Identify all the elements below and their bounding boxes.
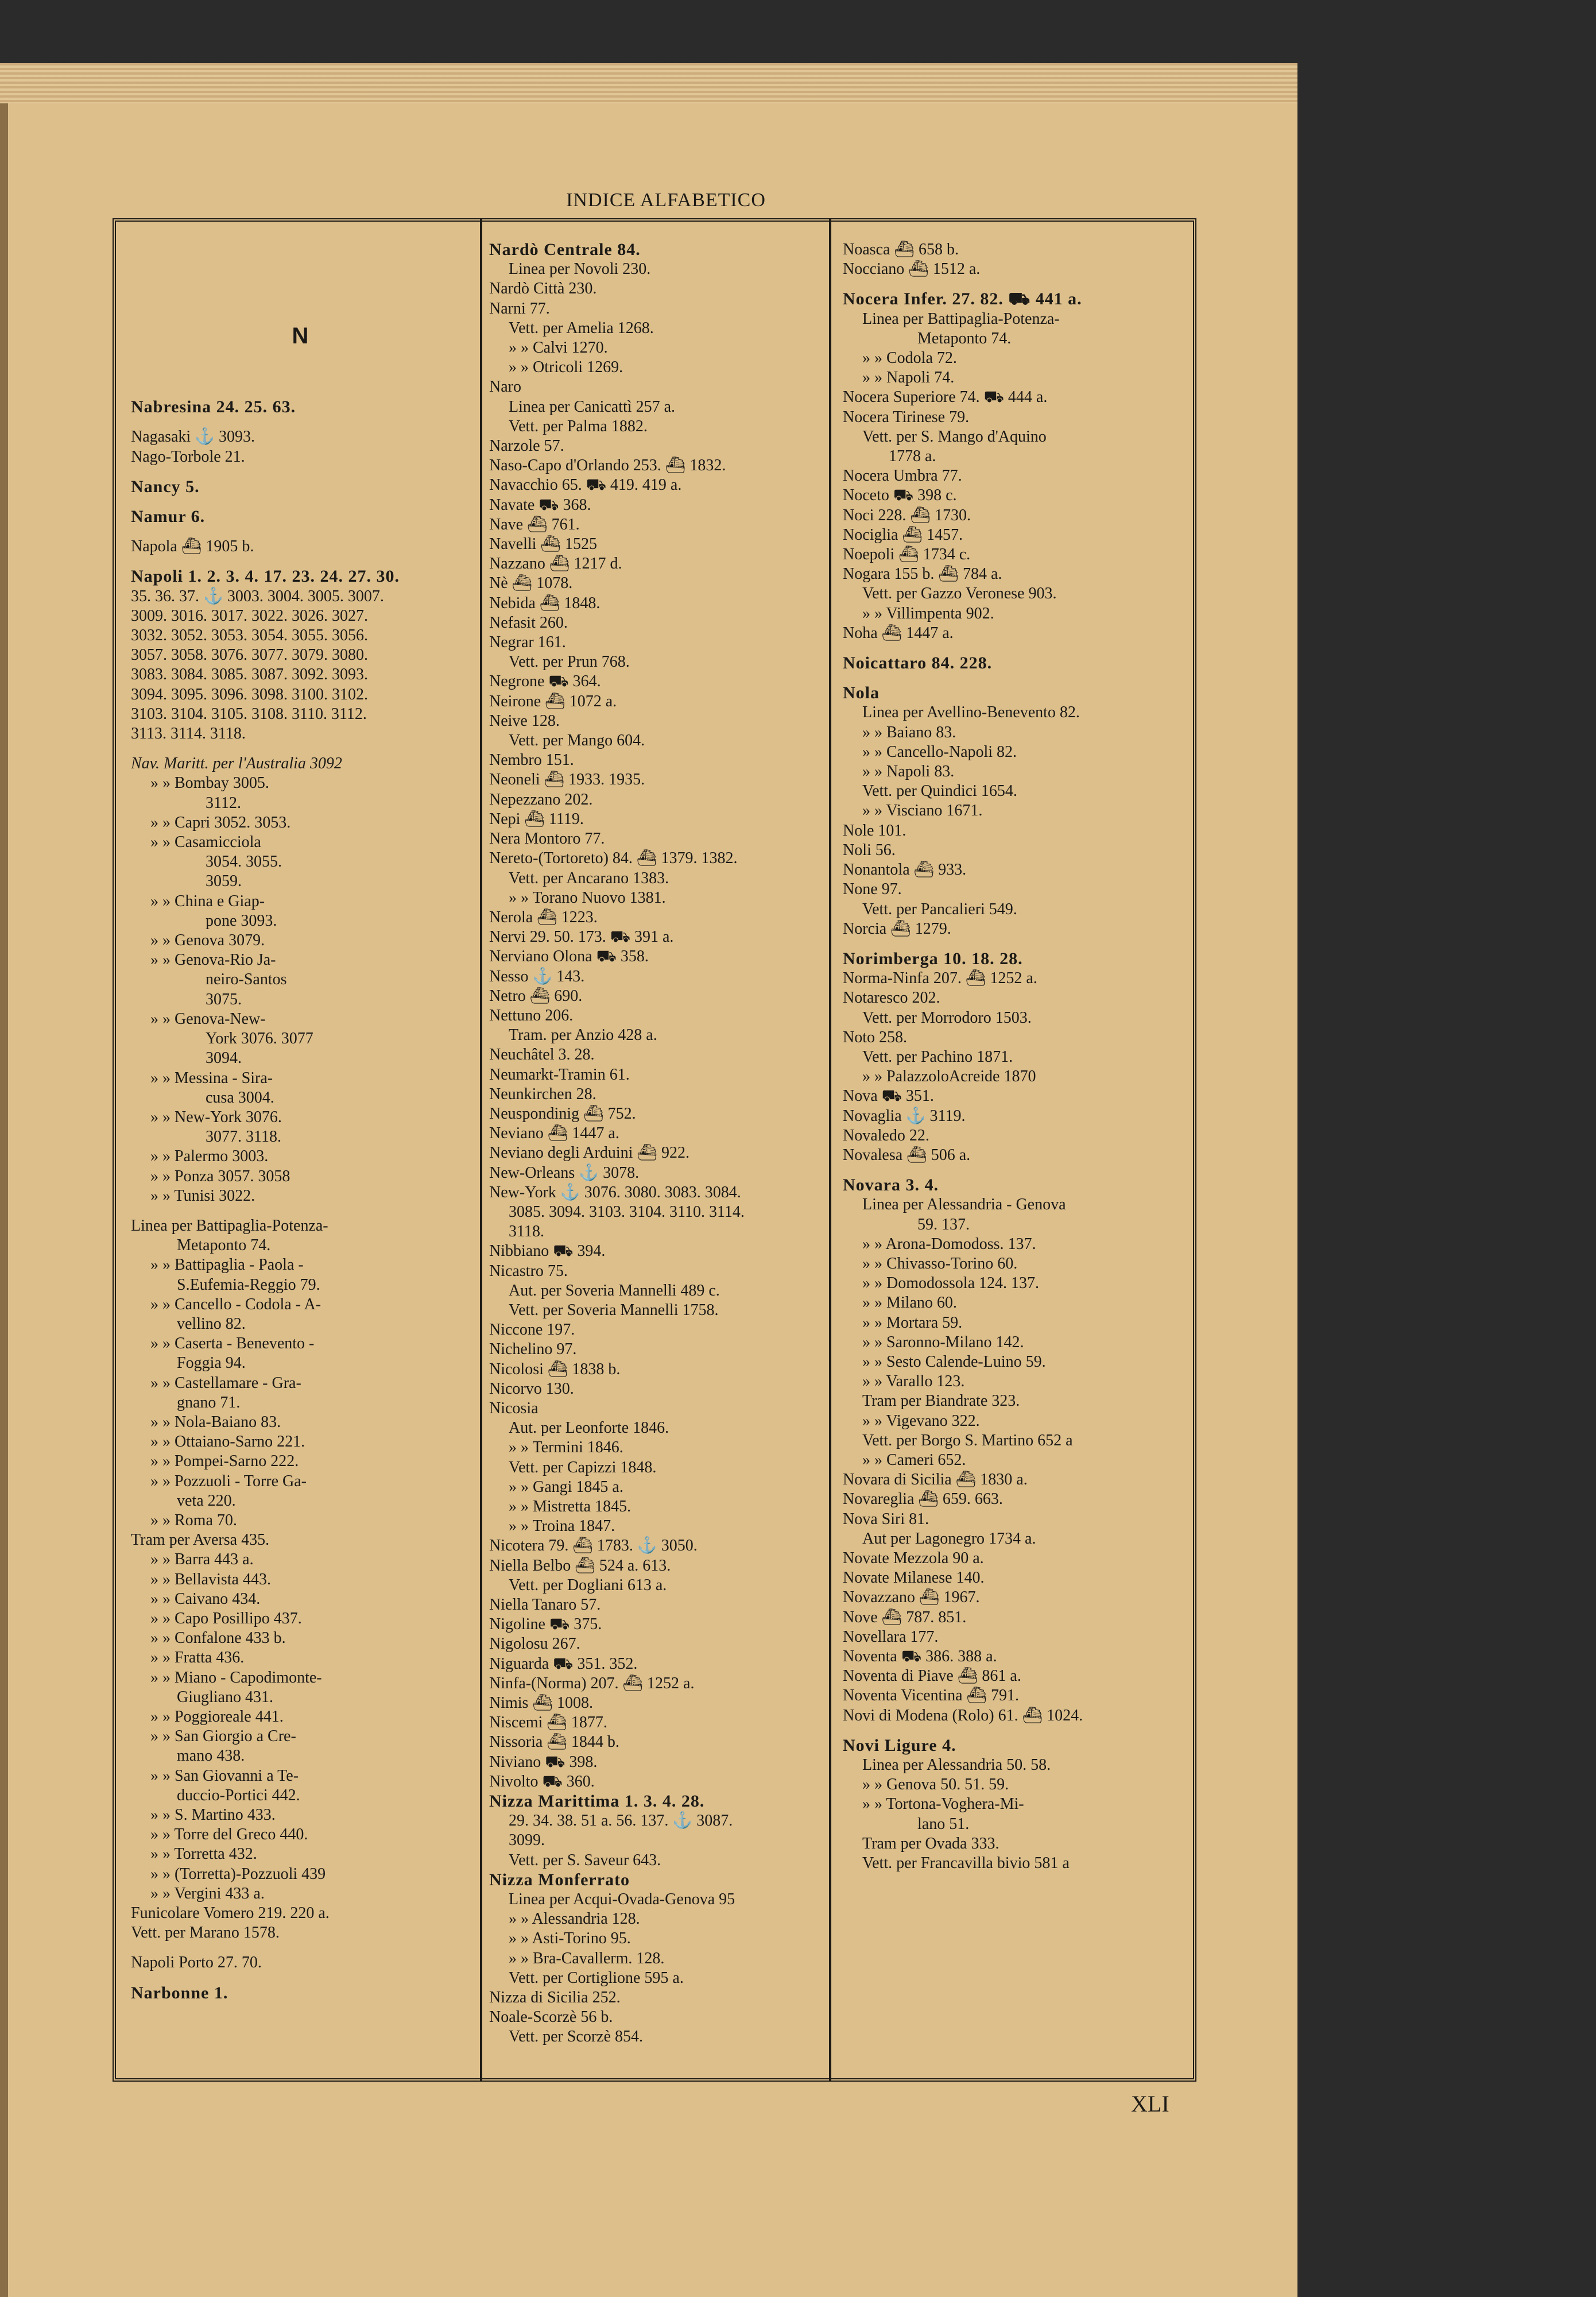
index-entry: Vett. per Ancarano 1383. — [509, 869, 669, 887]
index-entry: Nizza di Sicilia 252. — [489, 1989, 621, 2007]
index-entry: 3094. — [206, 1049, 242, 1068]
index-entry: Navacchio 65. ⛟ 419. 419 a. — [489, 476, 682, 494]
index-entry: Niccone 197. — [489, 1321, 575, 1339]
index-entry: » » Roma 70. — [150, 1511, 237, 1529]
index-entry: » » Confalone 433 b. — [150, 1629, 286, 1648]
index-entry: » » Miano - Capodimonte- — [150, 1668, 322, 1687]
index-entry: Norma-Ninfa 207. ⛴ 1252 a. — [843, 969, 1037, 988]
index-entry: » » Messina - Sira- — [150, 1069, 273, 1087]
index-entry: Noventa Vicentina ⛴ 791. — [843, 1687, 1020, 1705]
index-entry: Aut. per Leonforte 1846. — [509, 1419, 669, 1437]
index-entry: » » Poggioreale 441. — [150, 1708, 284, 1726]
index-entry: » » Genova-New- — [150, 1010, 266, 1028]
index-entry: Linea per Alessandria - Genova — [862, 1196, 1066, 1214]
index-entry: Vett. per Pancalieri 549. — [862, 900, 1017, 918]
index-entry: Novara 3. 4. — [843, 1175, 939, 1195]
index-entry: » » Pompei-Sarno 222. — [150, 1452, 299, 1471]
index-entry: » » Calvi 1270. — [509, 339, 608, 357]
index-entry: 35. 36. 37. ⚓ 3003. 3004. 3005. 3007. — [131, 587, 384, 605]
index-entry: Nocera Umbra 77. — [843, 467, 962, 485]
index-entry: Noha ⛴ 1447 a. — [843, 624, 954, 642]
index-entry: » » San Giorgio a Cre- — [150, 1727, 296, 1746]
index-entry: » » New-York 3076. — [150, 1108, 282, 1126]
index-entry: » » Pozzuoli - Torre Ga- — [150, 1472, 307, 1490]
index-entry: Vett. per Soveria Mannelli 1758. — [509, 1301, 719, 1319]
index-entry: » » Alessandria 128. — [509, 1910, 640, 1928]
index-entry: Nera Montoro 77. — [489, 830, 605, 848]
index-entry: 3077. 3118. — [206, 1128, 281, 1146]
index-entry: Neirone ⛴ 1072 a. — [489, 692, 617, 710]
index-entry: Nardò Città 230. — [489, 280, 597, 298]
index-entry: » » Cancello - Codola - A- — [150, 1295, 321, 1313]
index-entry: New-York ⚓ 3076. 3080. 3083. 3084. — [489, 1183, 741, 1201]
index-entry: Nesso ⚓ 143. — [489, 967, 585, 985]
index-entry: New-Orleans ⚓ 3078. — [489, 1163, 640, 1182]
index-entry: Nimis ⛴ 1008. — [489, 1694, 594, 1712]
index-entry: » » Vigevano 322. — [862, 1412, 980, 1430]
index-entry: » » Saronno-Milano 142. — [862, 1333, 1024, 1351]
index-entry: 1778 a. — [889, 447, 936, 466]
index-entry: Noicattaro 84. 228. — [843, 653, 993, 673]
index-entry: » » Villimpenta 902. — [862, 604, 994, 622]
index-entry: Nizza Monferrato — [489, 1870, 630, 1889]
index-entry: S.Eufemia-Reggio 79. — [177, 1275, 320, 1294]
index-entry: Nicosia — [489, 1399, 539, 1417]
index-entry: » » Tortona-Voghera-Mi- — [862, 1795, 1024, 1813]
index-entry: » » Troina 1847. — [509, 1517, 615, 1536]
index-entry: » » PalazzoloAcreide 1870 — [862, 1068, 1036, 1086]
index-entry: Niviano ⛟ 398. — [489, 1753, 598, 1771]
index-entry: Vett. per Pachino 1871. — [862, 1047, 1013, 1066]
index-entry: Neviano degli Arduini ⛴ 922. — [489, 1144, 689, 1162]
index-entry: Giugliano 431. — [177, 1688, 273, 1706]
index-entry: Napoli 1. 2. 3. 4. 17. 23. 24. 27. 30. — [131, 567, 400, 586]
index-column-3 — [843, 240, 1187, 1873]
index-entry: Narbonne 1. — [131, 1983, 228, 2002]
index-entry: 3118. — [509, 1223, 544, 1241]
index-entry: » » Battipaglia - Paola - — [150, 1256, 304, 1274]
index-entry: » » Caserta - Benevento - — [150, 1335, 315, 1353]
index-entry: Nivolto ⛟ 360. — [489, 1772, 595, 1791]
index-entry: Notaresco 202. — [843, 989, 940, 1007]
index-entry: Nicolosi ⛴ 1838 b. — [489, 1360, 621, 1378]
index-entry: 3112. — [206, 794, 241, 812]
index-entry: duccio-Portici 442. — [177, 1786, 300, 1804]
index-entry: Funicolare Vomero 219. 220 a. — [131, 1904, 330, 1923]
index-entry: Tram per Ovada 333. — [862, 1834, 1000, 1853]
index-entry: Vett. per Marano 1578. — [131, 1924, 280, 1942]
index-entry: Vett. per Dogliani 613 a. — [509, 1576, 667, 1594]
index-entry: Nola — [843, 683, 880, 703]
index-entry: None 97. — [843, 880, 902, 899]
index-entry: Vett. per Amelia 1268. — [509, 319, 654, 337]
index-column-2 — [489, 240, 819, 2047]
index-entry: Negrone ⛟ 364. — [489, 672, 601, 691]
binding-margin — [0, 103, 8, 2297]
index-entry: » » Sesto Calende-Luino 59. — [862, 1352, 1046, 1371]
index-entry: Nereto-(Tortoreto) 84. ⛴ 1379. 1382. — [489, 849, 738, 868]
index-entry: » » Fratta 436. — [150, 1649, 245, 1667]
index-entry: neiro-Santos — [206, 970, 287, 989]
index-entry: Tram. per Anzio 428 a. — [509, 1026, 657, 1045]
index-entry: 29. 34. 38. 51 a. 56. 137. ⚓ 3087. — [509, 1812, 733, 1830]
index-entry: Navelli ⛴ 1525 — [489, 535, 597, 554]
index-entry: Nazzano ⛴ 1217 d. — [489, 555, 622, 573]
index-entry: Norcia ⛴ 1279. — [843, 919, 951, 938]
index-entry: Nocera Superiore 74. ⛟ 444 a. — [843, 388, 1048, 407]
index-entry: Novazzano ⛴ 1967. — [843, 1588, 980, 1607]
index-entry: Nepezzano 202. — [489, 790, 593, 809]
index-entry: Narzole 57. — [489, 437, 564, 455]
index-entry: 3103. 3104. 3105. 3108. 3110. 3112. — [131, 705, 367, 723]
index-entry: Vett. per Prun 768. — [509, 653, 630, 671]
index-entry: Niella Belbo ⛴ 524 a. 613. — [489, 1556, 671, 1575]
index-entry: Metaponto 74. — [917, 329, 1012, 347]
index-entry: Noventa ⛟ 386. 388 a. — [843, 1648, 997, 1666]
index-entry: » » Castellamare - Gra- — [150, 1374, 301, 1392]
index-entry: Nè ⛴ 1078. — [489, 574, 573, 593]
index-entry: Nocciano ⛴ 1512 a. — [843, 260, 981, 279]
index-entry: Vett. per Borgo S. Martino 652 a — [862, 1431, 1073, 1449]
index-entry: Foggia 94. — [177, 1354, 246, 1372]
index-entry: » » Genova 3079. — [150, 931, 265, 950]
index-entry: Nago-Torbole 21. — [131, 447, 245, 466]
index-entry: Napola ⛴ 1905 b. — [131, 537, 254, 556]
index-entry: Vett. per Francavilla bivio 581 a — [862, 1854, 1070, 1873]
index-entry: Metaponto 74. — [177, 1236, 271, 1255]
index-entry: Vett. per Palma 1882. — [509, 417, 648, 435]
index-entry: 3113. 3114. 3118. — [131, 725, 246, 743]
index-entry: Vett. per Morrodoro 1503. — [862, 1008, 1032, 1027]
index-entry: » » Bellavista 443. — [150, 1570, 271, 1588]
index-entry: Navate ⛟ 368. — [489, 496, 591, 514]
index-entry: » » Ottaiano-Sarno 221. — [150, 1433, 305, 1451]
index-entry: » » Termini 1846. — [509, 1438, 623, 1457]
index-entry: Nave ⛴ 761. — [489, 515, 580, 533]
index-entry: Niguarda ⛟ 351. 352. — [489, 1654, 638, 1673]
index-entry: 3059. — [206, 872, 242, 891]
index-entry: » » Ponza 3057. 3058 — [150, 1167, 290, 1185]
index-entry: » » Genova-Rio Ja- — [150, 951, 276, 969]
index-entry: Novalesa ⛴ 506 a. — [843, 1146, 971, 1164]
index-entry: Linea per Battipaglia-Potenza- — [862, 310, 1060, 328]
index-entry: Vett. per S. Saveur 643. — [509, 1851, 661, 1869]
index-entry: 3009. 3016. 3017. 3022. 3026. 3027. — [131, 606, 368, 625]
index-entry: 3094. 3095. 3096. 3098. 3100. 3102. — [131, 685, 368, 703]
index-entry: » » Codola 72. — [862, 349, 957, 368]
index-entry: Niscemi ⛴ 1877. — [489, 1714, 607, 1732]
index-entry: Vett. per Scorzè 854. — [509, 2028, 644, 2046]
index-entry: » » (Torretta)-Pozzuoli 439 — [150, 1865, 326, 1883]
index-entry: Nicotera 79. ⛴ 1783. ⚓ 3050. — [489, 1537, 698, 1555]
index-entry: York 3076. 3077 — [206, 1030, 313, 1048]
index-entry: Nicastro 75. — [489, 1262, 568, 1280]
index-entry: » » Asti-Torino 95. — [509, 1929, 631, 1948]
index-entry: Novate Mezzola 90 a. — [843, 1549, 984, 1567]
index-entry: Nerola ⛴ 1223. — [489, 908, 598, 926]
column-rule — [829, 218, 831, 2082]
index-entry: 3032. 3052. 3053. 3054. 3055. 3056. — [131, 627, 368, 645]
index-entry: » » Chivasso-Torino 60. — [862, 1254, 1018, 1273]
index-entry: 3085. 3094. 3103. 3104. 3110. 3114. — [509, 1202, 745, 1221]
index-entry: 59. 137. — [917, 1215, 970, 1233]
index-entry: Novaglia ⚓ 3119. — [843, 1107, 966, 1125]
index-entry: Nav. Maritt. per l'Australia 3092 — [131, 755, 342, 773]
index-entry: Nocera Tirinese 79. — [843, 408, 970, 426]
index-entry: » » Vergini 433 a. — [150, 1884, 265, 1902]
index-entry: 3075. — [206, 990, 242, 1008]
index-entry: Neuchâtel 3. 28. — [489, 1046, 595, 1064]
index-entry: Naso-Capo d'Orlando 253. ⛴ 1832. — [489, 457, 726, 475]
index-entry: gnano 71. — [177, 1393, 241, 1412]
index-entry: Novareglia ⛴ 659. 663. — [843, 1490, 1003, 1509]
index-entry: Noasca ⛴ 658 b. — [843, 241, 959, 258]
index-entry: » » Casamicciola — [150, 833, 261, 852]
index-entry: Narni 77. — [489, 299, 550, 318]
index-entry: Nociglia ⛴ 1457. — [843, 525, 963, 544]
index-entry: Nigolosu 267. — [489, 1635, 580, 1653]
index-entry: Neviano ⛴ 1447 a. — [489, 1124, 619, 1143]
index-entry: Nova ⛟ 351. — [843, 1087, 934, 1105]
index-entry: Novellara 177. — [843, 1627, 939, 1646]
index-entry: Nabresina 24. 25. 63. — [131, 397, 296, 417]
index-column-1 — [131, 240, 470, 2003]
index-entry: Novi Ligure 4. — [843, 1735, 956, 1755]
index-entry: Linea per Avellino-Benevento 82. — [862, 703, 1080, 722]
index-entry: Noventa di Piave ⛴ 861 a. — [843, 1667, 1021, 1685]
index-entry: » » Mortara 59. — [862, 1313, 963, 1332]
index-entry: Linea per Novoli 230. — [509, 260, 651, 279]
index-entry: » » Torano Nuovo 1381. — [509, 888, 666, 907]
index-entry: Nettuno 206. — [489, 1006, 574, 1024]
index-entry: » » Nola-Baiano 83. — [150, 1413, 281, 1431]
index-entry: Nerviano Olona ⛟ 358. — [489, 948, 649, 966]
index-entry: Linea per Alessandria 50. 58. — [862, 1756, 1051, 1774]
index-entry: » » San Giovanni a Te- — [150, 1766, 299, 1785]
index-entry: 3099. — [509, 1831, 545, 1850]
index-entry: Nembro 151. — [489, 751, 574, 769]
index-entry: Vett. per S. Mango d'Aquino — [862, 427, 1047, 446]
index-entry: Vett. per Capizzi 1848. — [509, 1458, 657, 1476]
index-entry: Noale-Scorzè 56 b. — [489, 2008, 613, 2027]
index-entry: » » Varallo 123. — [862, 1372, 965, 1391]
index-entry: Noci 228. ⛴ 1730. — [843, 506, 971, 524]
index-entry: Nole 101. — [843, 821, 907, 840]
index-entry: cusa 3004. — [206, 1088, 274, 1107]
index-entry: » » Genova 50. 51. 59. — [862, 1776, 1009, 1794]
index-entry: Nigoline ⛟ 375. — [489, 1615, 602, 1634]
index-entry: Nichelino 97. — [489, 1340, 577, 1359]
index-entry: Neumarkt-Tramin 61. — [489, 1065, 630, 1084]
index-entry: Nepi ⛴ 1119. — [489, 810, 584, 828]
index-entry: Linea per Canicattì 257 a. — [509, 397, 675, 416]
index-entry: Novate Milanese 140. — [843, 1569, 985, 1587]
page-number: XLI — [1131, 2091, 1169, 2117]
index-entry: Nagasaki ⚓ 3093. — [131, 428, 255, 446]
index-entry: mano 438. — [177, 1747, 245, 1765]
index-entry: » » Tunisi 3022. — [150, 1186, 255, 1205]
index-entry: Netro ⛴ 690. — [489, 987, 583, 1005]
index-entry: Naro — [489, 378, 521, 396]
index-entry: » » Napoli 74. — [862, 369, 955, 387]
index-entry: » » Bombay 3005. — [150, 774, 269, 792]
index-entry: » » Bra-Cavallerm. 128. — [509, 1949, 665, 1967]
index-entry: » » Capo Posillipo 437. — [150, 1609, 302, 1627]
index-entry: Nardò Centrale 84. — [489, 240, 641, 259]
index-entry: Tram per Biandrate 323. — [862, 1392, 1020, 1410]
index-entry: » » Gangi 1845 a. — [509, 1478, 623, 1496]
index-entry: Novaledo 22. — [843, 1126, 929, 1144]
index-entry: » » Visciano 1671. — [862, 802, 983, 820]
index-entry: » » S. Martino 433. — [150, 1806, 276, 1824]
column-rule — [480, 218, 482, 2082]
index-entry: » » China e Giap- — [150, 892, 265, 910]
index-entry: 3083. 3084. 3085. 3087. 3092. 3093. — [131, 666, 368, 684]
index-entry: Nova Siri 81. — [843, 1510, 929, 1528]
index-entry: Nefasit 260. — [489, 613, 568, 632]
index-entry: Nibbiano ⛟ 394. — [489, 1242, 606, 1260]
index-entry: Nogara 155 b. ⛴ 784 a. — [843, 565, 1002, 583]
index-entry: » » Torre del Greco 440. — [150, 1826, 308, 1844]
index-entry: Norimberga 10. 18. 28. — [843, 949, 1023, 968]
index-entry: » » Cancello-Napoli 82. — [862, 743, 1017, 761]
index-entry: Noepoli ⛴ 1734 c. — [843, 546, 971, 564]
index-entry: » » Napoli 83. — [862, 763, 955, 781]
index-entry: » » Milano 60. — [862, 1294, 957, 1312]
index-entry: Nonantola ⛴ 933. — [843, 861, 967, 879]
index-entry: Neuspondinig ⛴ 752. — [489, 1104, 636, 1123]
index-entry: Tram per Aversa 435. — [131, 1531, 270, 1549]
index-entry: Novi di Modena (Rolo) 61. ⛴ 1024. — [843, 1706, 1083, 1724]
index-entry: Neunkirchen 28. — [489, 1085, 596, 1103]
index-entry: 3057. 3058. 3076. 3077. 3079. 3080. — [131, 646, 368, 664]
index-entry: Vett. per Gazzo Veronese 903. — [862, 585, 1057, 603]
page-edge — [0, 63, 1297, 103]
running-head: INDICE ALFABETICO — [566, 190, 766, 211]
index-entry: lano 51. — [917, 1815, 970, 1833]
index-entry: Negrar 161. — [489, 633, 566, 652]
index-entry: » » Mistretta 1845. — [509, 1498, 632, 1515]
index-entry: Noceto ⛟ 398 c. — [843, 486, 957, 505]
index-entry: Nervi 29. 50. 173. ⛟ 391 a. — [489, 928, 674, 946]
index-entry: » » Capri 3052. 3053. — [150, 813, 291, 832]
index-entry: Nove ⛴ 787. 851. — [843, 1608, 967, 1626]
index-entry: Linea per Acqui-Ovada-Genova 95 — [509, 1890, 735, 1909]
index-entry: Linea per Battipaglia-Potenza- — [131, 1216, 328, 1235]
index-entry: veta 220. — [177, 1491, 236, 1510]
index-entry: Vett. per Mango 604. — [509, 732, 645, 750]
index-entry: Aut per Lagonegro 1734 a. — [862, 1529, 1036, 1548]
index-entry: Noli 56. — [843, 841, 896, 859]
index-entry: » » Arona-Domodoss. 137. — [862, 1235, 1036, 1253]
index-entry: » » Torretta 432. — [150, 1845, 257, 1863]
index-entry: 3054. 3055. — [206, 853, 282, 871]
index-entry: » » Baiano 83. — [862, 723, 956, 741]
index-entry: Neive 128. — [489, 711, 560, 730]
index-entry: Nizza Marittima 1. 3. 4. 28. — [489, 1792, 705, 1811]
index-entry: Vett. per Quindici 1654. — [862, 782, 1017, 801]
index-entry: Novara di Sicilia ⛴ 1830 a. — [843, 1471, 1028, 1489]
index-entry: Namur 6. — [131, 507, 206, 527]
index-entry: » » Domodossola 124. 137. — [862, 1274, 1039, 1293]
index-entry: Niella Tanaro 57. — [489, 1596, 601, 1614]
index-entry: » » Barra 443 a. — [150, 1550, 254, 1569]
index-entry: Neoneli ⛴ 1933. 1935. — [489, 771, 645, 789]
index-entry: Nebida ⛴ 1848. — [489, 594, 601, 612]
index-entry: Nicorvo 130. — [489, 1379, 574, 1398]
index-entry: » » Caivano 434. — [150, 1590, 261, 1608]
index-entry: Nissoria ⛴ 1844 b. — [489, 1733, 619, 1751]
index-entry: Noto 258. — [843, 1028, 907, 1046]
index-entry: Aut. per Soveria Mannelli 489 c. — [509, 1281, 720, 1300]
index-entry: Nocera Infer. 27. 82. ⛟ 441 a. — [843, 289, 1082, 309]
index-entry: Vett. per Cortiglione 595 a. — [509, 1969, 684, 1987]
index-entry: Ninfa-(Norma) 207. ⛴ 1252 a. — [489, 1674, 695, 1692]
index-entry: vellino 82. — [177, 1314, 246, 1333]
index-entry: » » Cameri 652. — [862, 1451, 966, 1469]
index-entry: pone 3093. — [206, 911, 277, 930]
index-entry: » » Palermo 3003. — [150, 1147, 269, 1166]
section-letter: N — [292, 323, 309, 349]
index-entry: Napoli Porto 27. 70. — [131, 1954, 262, 1972]
index-entry: Nancy 5. — [131, 477, 200, 496]
index-entry: » » Otricoli 1269. — [509, 358, 623, 377]
